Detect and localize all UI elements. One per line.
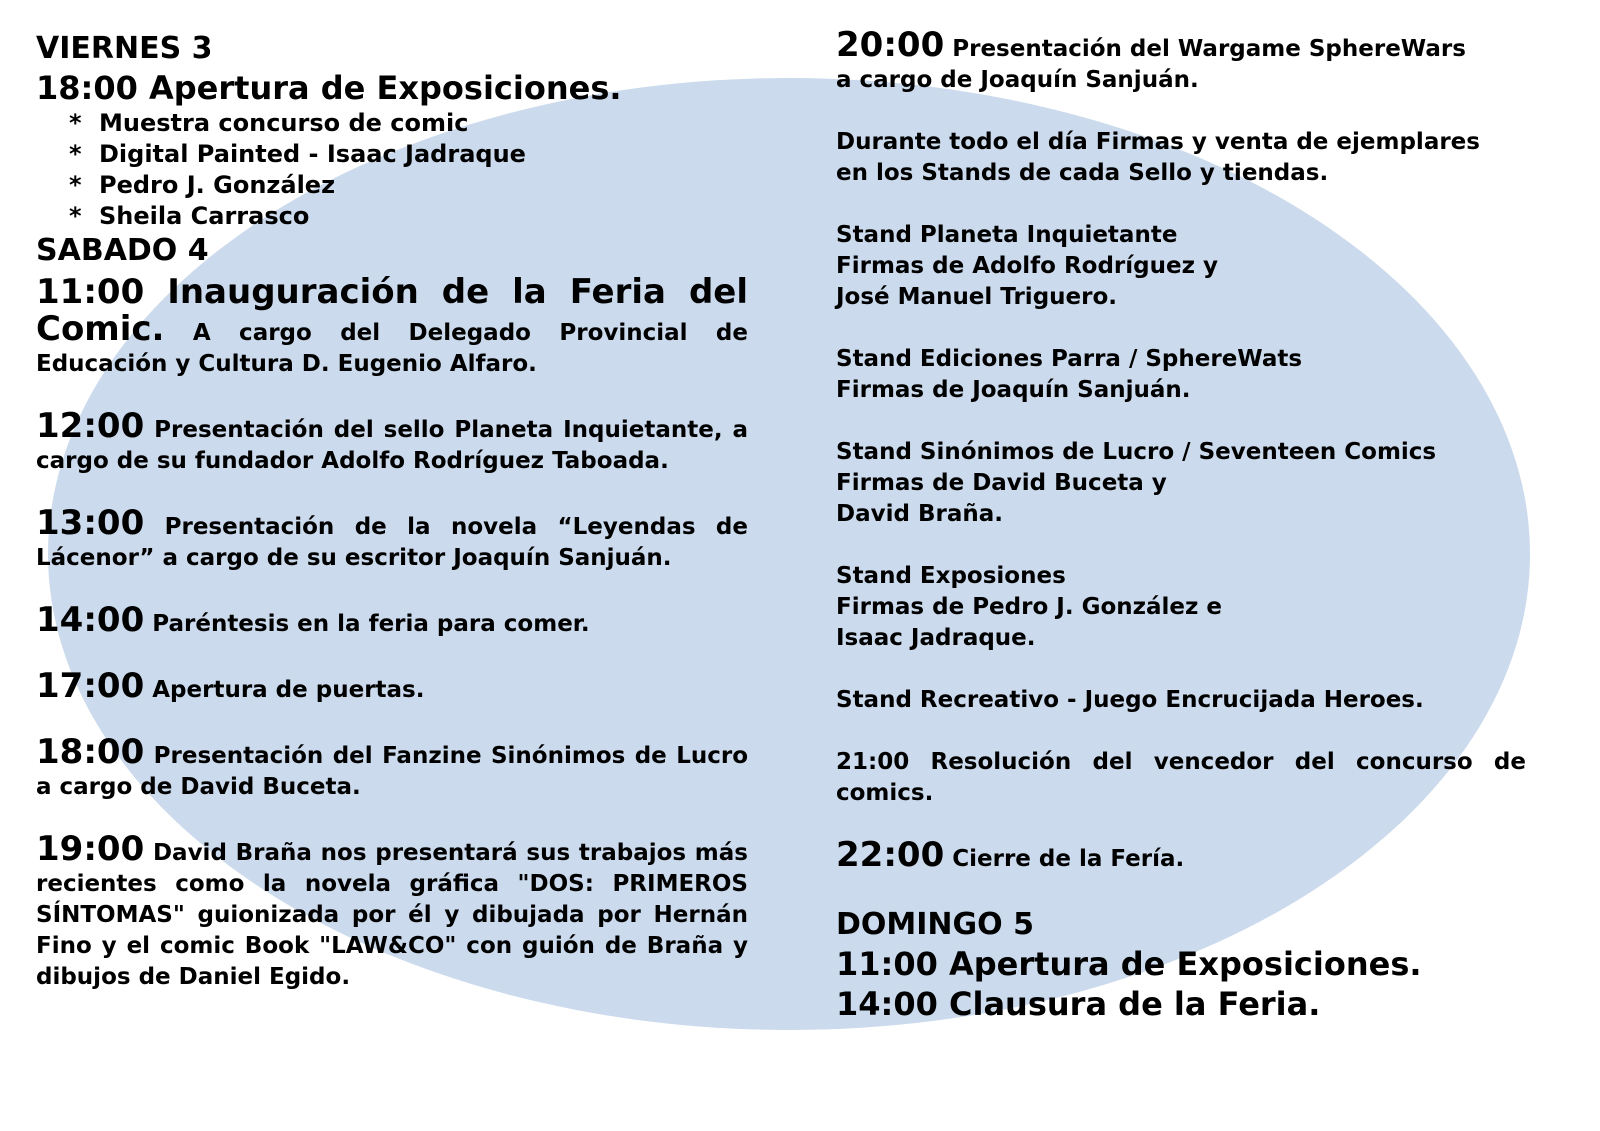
list-item xyxy=(69,170,748,201)
event-text: Presentación del sello Planeta Inquietante, a cargo de su fundador Adolfo Rodríguez Taboada. xyxy=(36,417,748,474)
stand-block xyxy=(836,561,1526,654)
stand-line: Firmas de Joaquín Sanjuán. xyxy=(836,377,1191,403)
event-2200 xyxy=(836,835,1526,875)
stand-line: Firmas de Pedro J. González e xyxy=(836,594,1223,620)
event-heading: Comic. xyxy=(36,309,165,349)
list-item xyxy=(69,139,748,170)
event-text: Presentación del Wargame SphereWars xyxy=(944,36,1466,62)
bullet: * xyxy=(69,202,82,230)
event-time: 13:00 xyxy=(36,503,145,543)
event-text: Presentación del Fanzine Sinónimos de Lucro a cargo de David Buceta. xyxy=(36,743,748,800)
day-heading-viernes: VIERNES 3 xyxy=(36,31,213,66)
stand-title: Stand Sinónimos de Lucro / Seventeen Comics xyxy=(836,439,1437,465)
event-time: 22:00 xyxy=(836,835,945,875)
all-day-note xyxy=(836,127,1526,189)
bullet: * xyxy=(69,171,82,199)
event-text: A cargo del Delegado Provincial de Educación y Cultura D. Eugenio Alfaro. xyxy=(36,320,748,377)
right-column xyxy=(836,25,1526,1024)
domingo-opening: 11:00 Apertura de Exposiciones. xyxy=(836,945,1422,983)
event-text: a cargo de Joaquín Sanjuán. xyxy=(836,67,1199,93)
event-text: Presentación de la novela “Leyendas de Lácenor” a cargo de su escritor Joaquín Sanjuán. xyxy=(36,514,748,571)
note-line: Durante todo el día Firmas y venta de ejemplares xyxy=(836,129,1480,155)
event-text: David Braña nos presentará sus trabajos más recientes como la novela gráfica "DOS: PRIMEROS SÍNTOMAS" guionizada por él y dibujada por Hernán Fino y el comic Book "LAW&CO" con guión de Braña y dibujos de Daniel Egido. xyxy=(36,840,748,990)
domingo-closing: 14:00 Clausura de la Feria. xyxy=(836,985,1321,1023)
stand-line: David Braña. xyxy=(836,501,1003,527)
event-1200 xyxy=(36,406,748,477)
note-line: en los Stands de cada Sello y tiendas. xyxy=(836,160,1329,186)
event-2100: 21:00 Resolución del vencedor del concurso de comics. xyxy=(836,749,1526,806)
list-item-label: Sheila Carrasco xyxy=(99,202,310,230)
list-item-label: Pedro J. González xyxy=(99,171,336,199)
stand-recreativo: Stand Recreativo - Juego Encrucijada Heroes. xyxy=(836,687,1424,713)
list-item-label: Digital Painted - Isaac Jadraque xyxy=(99,140,526,168)
day-heading-domingo: DOMINGO 5 xyxy=(836,907,1034,942)
viernes-exhibition-list xyxy=(36,108,748,232)
left-column xyxy=(36,30,748,993)
stand-block xyxy=(836,220,1526,313)
event-time: 17:00 xyxy=(36,666,145,706)
event-1700 xyxy=(36,666,748,706)
stand-line: José Manuel Triguero. xyxy=(836,284,1118,310)
event-time: 12:00 xyxy=(36,406,145,446)
stand-block xyxy=(836,437,1526,530)
event-time: 18:00 xyxy=(36,732,145,772)
stand-line: Isaac Jadraque. xyxy=(836,625,1036,651)
bullet: * xyxy=(69,140,82,168)
event-inauguracion xyxy=(36,309,748,380)
viernes-opening: 18:00 Apertura de Exposiciones. xyxy=(36,69,622,107)
event-time: 20:00 xyxy=(836,25,945,65)
list-item xyxy=(69,201,748,232)
event-text: Paréntesis en la feria para comer. xyxy=(144,611,590,637)
event-1800 xyxy=(36,732,748,803)
event-1900 xyxy=(36,829,748,993)
stand-title: Stand Exposiones xyxy=(836,563,1066,589)
event-time: 19:00 xyxy=(36,829,145,869)
stand-title: Stand Ediciones Parra / SphereWats xyxy=(836,346,1303,372)
stand-title: Stand Planeta Inquietante xyxy=(836,222,1178,248)
stand-line: Firmas de David Buceta y xyxy=(836,470,1167,496)
event-text: Cierre de la Fería. xyxy=(944,846,1185,872)
day-heading-sabado: SABADO 4 xyxy=(36,233,209,268)
stand-block xyxy=(836,344,1526,406)
list-item xyxy=(69,108,748,139)
stand-line: Firmas de Adolfo Rodríguez y xyxy=(836,253,1218,279)
list-item-label: Muestra concurso de comic xyxy=(99,109,469,137)
event-1300 xyxy=(36,503,748,574)
bullet: * xyxy=(69,109,82,137)
event-time: 14:00 xyxy=(36,600,145,640)
event-2000 xyxy=(836,25,1526,96)
event-text: Apertura de puertas. xyxy=(144,677,425,703)
event-inauguracion-heading: 11:00 Inauguración de la Feria del xyxy=(36,272,748,312)
event-1400 xyxy=(36,600,748,640)
